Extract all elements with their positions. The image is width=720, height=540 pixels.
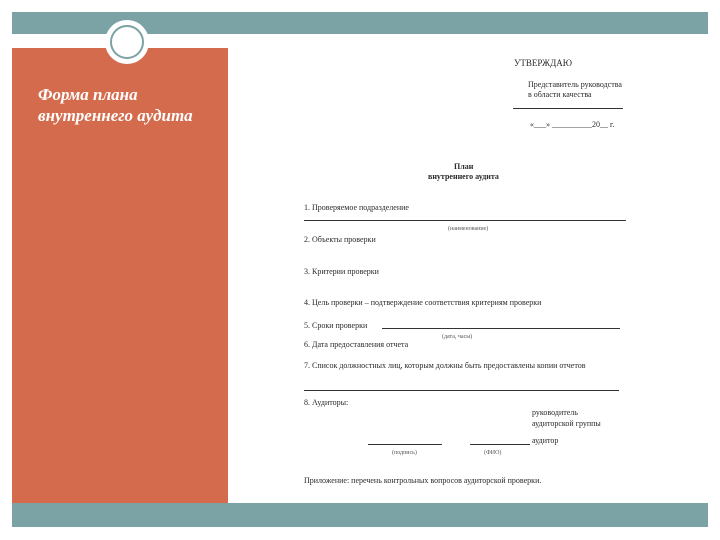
item-1-caption: (наименование): [448, 226, 489, 232]
approve-heading: УТВЕРЖДАЮ: [514, 58, 573, 68]
item-4: 4. Цель проверки – подтверждение соответствия критериям проверки: [304, 298, 542, 307]
item-7-line: [304, 390, 619, 391]
item-2: 2. Объекты проверки: [304, 235, 376, 244]
plan-title-2: внутреннего аудита: [428, 172, 499, 181]
name-line: [470, 444, 530, 445]
approve-date: «___» __________20__ г.: [530, 120, 615, 129]
sign-line: [368, 444, 442, 445]
approve-line2: в области качества: [528, 90, 592, 99]
appendix: Приложение: перечень контрольных вопросов аудиторской проверки.: [304, 476, 542, 485]
name-caption: (ФИО): [484, 450, 502, 456]
item-8: 8. Аудиторы:: [304, 398, 349, 407]
leader-line1: руководитель: [532, 408, 578, 417]
item-5-caption: (дата, часы): [442, 334, 473, 340]
item-1: 1. Проверяемое подразделение: [304, 203, 409, 212]
auditor-label: аудитор: [532, 436, 559, 445]
item-1-line: [304, 220, 626, 221]
sign-caption: (подпись): [392, 450, 417, 456]
signature-line: [513, 108, 623, 109]
item-3: 3. Критерии проверки: [304, 267, 379, 276]
leader-line2: аудиторской группы: [532, 419, 601, 428]
bottom-decor-bar: [12, 503, 708, 527]
slide-title: Форма плана внутреннего аудита: [38, 85, 193, 125]
item-5-line: [382, 328, 620, 329]
circle-ornament-icon: [105, 20, 149, 64]
item-5: 5. Сроки проверки: [304, 321, 368, 330]
approve-line1: Представитель руководства: [528, 80, 622, 89]
plan-title-1: План: [454, 162, 474, 171]
item-7: 7. Список должностных лиц, которым должны быть предоставлены копии отчетов: [304, 361, 586, 370]
document-page: [232, 48, 694, 503]
item-6: 6. Дата предоставления отчета: [304, 340, 409, 349]
